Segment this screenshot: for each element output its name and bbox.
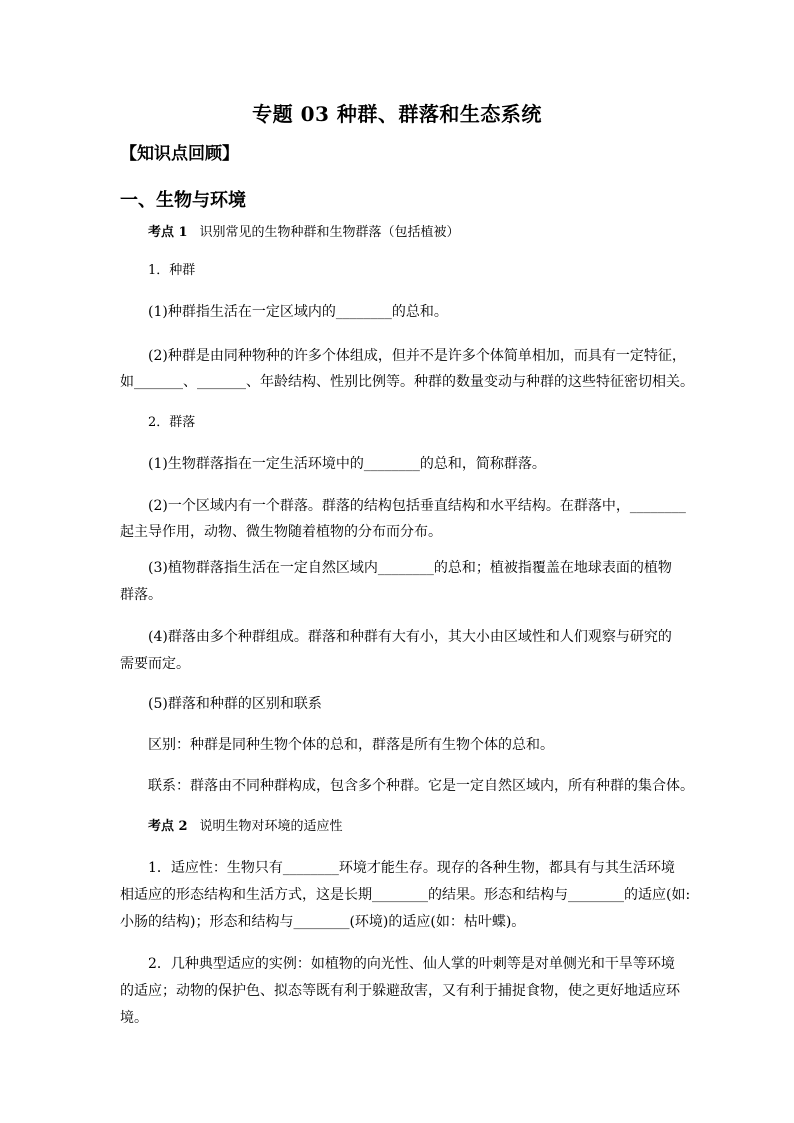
paragraph-adaptation-2-line2: 的适应；动物的保护色、拟态等既有利于躲避敌害，又有利于捕捉食物，使之更好地适应环 xyxy=(120,983,680,999)
kaodian-2-line xyxy=(148,813,343,841)
paragraph-adaptation-1-line2: 相适应的形态结构和生活方式，这是长期________的结果。形态和结构与________的适应(如: xyxy=(120,887,691,903)
paragraph-adaptation-2-line3: 境。 xyxy=(120,1010,148,1026)
paragraph-community-3-line2: 群落。 xyxy=(120,587,162,603)
paragraph-community-4-line2: 需要而定。 xyxy=(120,656,190,672)
document-title: 专题 03 种群、群落和生态系统 xyxy=(252,102,542,126)
kaodian-1-line xyxy=(148,219,460,247)
subheading-population: 1．种群 xyxy=(148,263,196,278)
paragraph-community-5: (5)群落和种群的区别和联系 xyxy=(148,696,322,712)
paragraph-community-3-line1: (3)植物群落指生活在一定自然区域内________的总和；植被指覆盖在地球表面的植物 xyxy=(148,560,672,576)
paragraph-population-2-line2: 如_______、_______、年龄结构、性别比例等。种群的数量变动与种群的这些特征密切相关。 xyxy=(120,374,694,390)
paragraph-relation: 联系：群落由不同种群构成，包含多个种群。它是一定自然区域内，所有种群的集合体。 xyxy=(148,778,694,794)
paragraph-adaptation-1-line3: 小肠的结构)；形态和结构与________(环境)的适应(如：枯叶蝶)。 xyxy=(120,914,526,930)
kaodian-1-text: 识别常见的生物种群和生物群落（包括植被） xyxy=(199,225,460,240)
paragraph-community-4-line1: (4)群落由多个种群组成。群落和种群有大有小，其大小由区域性和人们观察与研究的 xyxy=(148,629,672,645)
paragraph-adaptation-2-line1: 2．几种典型适应的实例：如植物的向光性、仙人掌的叶刺等是对单侧光和干旱等环境 xyxy=(148,956,675,972)
paragraph-adaptation-1-line1: 1．适应性：生物只有________环境才能生存。现存的各种生物，都具有与其生活环境 xyxy=(148,860,675,876)
paragraph-community-2-line1: (2)一个区域内有一个群落。群落的结构包括垂直结构和水平结构。在群落中，________ xyxy=(148,498,686,514)
paragraph-population-2-line1: (2)种群是由同种物种的许多个体组成，但并不是许多个体简单相加，而具有一定特征， xyxy=(148,348,686,364)
paragraph-difference: 区别：种群是同种生物个体的总和，群落是所有生物个体的总和。 xyxy=(148,737,554,753)
section-heading: 一、生物与环境 xyxy=(120,190,246,211)
kaodian-2-text: 说明生物对环境的适应性 xyxy=(199,819,343,834)
paragraph-population-1: (1)种群指生活在一定区域内的________的总和。 xyxy=(148,304,448,320)
kaodian-1-label: 考点 1 xyxy=(148,225,188,240)
paragraph-community-2-line2: 起主导作用，动物、微生物随着植物的分布而分布。 xyxy=(120,524,442,540)
paragraph-community-1: (1)生物群落指在一定生活环境中的________的总和，简称群落。 xyxy=(148,456,546,472)
kaodian-2-label: 考点 2 xyxy=(148,819,188,834)
section-label: 【知识点回顾】 xyxy=(120,144,239,164)
subheading-community: 2．群落 xyxy=(148,415,196,430)
